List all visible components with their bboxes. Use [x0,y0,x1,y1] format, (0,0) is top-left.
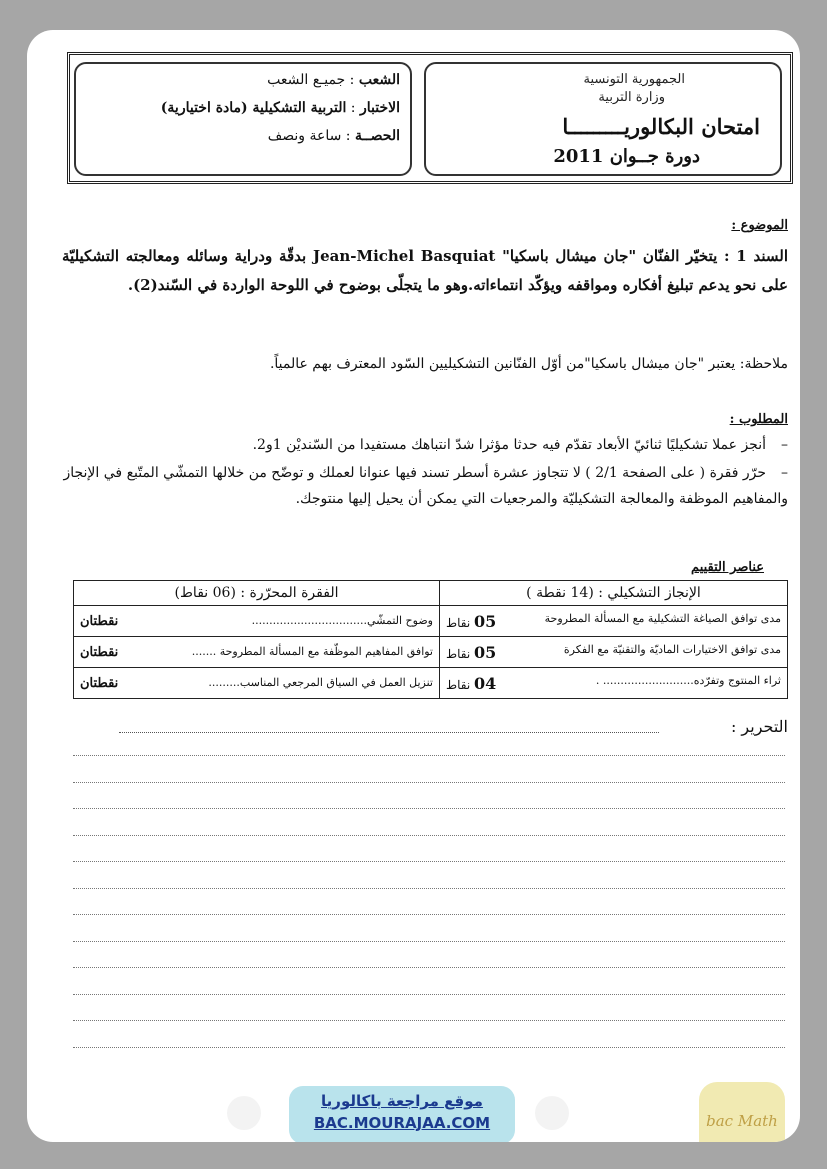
criterion-cell [74,606,440,637]
topic-heading: الموضوع : [731,218,788,233]
criterion-cell [440,637,788,668]
criterion-text: وضوح التمشّي................................. [251,613,433,627]
criterion-cell [74,637,440,668]
criterion-points: نقطتان [80,675,119,691]
subject-value: التربية التشكيلية (مادة اختيارية) [160,100,347,116]
branch-label: الشعب [358,72,400,88]
evaluation-col-paragraph: الفقرة المحرّرة : (06 نقاط) [74,581,440,606]
points-number: 05 [474,642,497,662]
bac-math-badge-text: bac Math [706,1112,778,1130]
evaluation-header-row [74,581,788,606]
site-name[interactable]: موقع مراجعة باكالوريا [321,1092,483,1110]
duration-label: الحصــة [354,128,400,144]
task-1-dash: – [781,437,788,453]
bac-math-badge [699,1082,785,1142]
criterion-cell [440,606,788,637]
duration-value: ساعة ونصف [267,128,342,144]
evaluation-table [73,580,788,699]
task-2-dash: – [781,465,788,481]
task-2 [62,460,788,512]
criterion-points: نقطتان [80,644,119,660]
points-number: 04 [474,673,497,693]
writing-line [73,967,785,968]
task-2-text: حرّر فقرة ( على الصفحة 2/1 ) لا تتجاوز عشرة أسطر تسند فيها عنوانا لعملك و توضّح من خلالها التمشّي المتّبع في الإنجاز والمفاهيم الموظفة والمعالجة التشكيليّة والمرجعيات التي يمكن أن يحيل إليها منتوجك. [63,465,788,507]
topic-paragraph [62,242,788,300]
criterion-text: مدى توافق الصياغة التشكيلية مع المسألة المطروحة [544,611,781,625]
header-exam-box [424,62,782,176]
topic-note: ملاحظة: يعتبر "جان ميشال باسكيا"من أوّل الفنّانين التشكيليين السّود المعترف بهم عالمياً. [269,356,788,372]
writing-line [73,861,785,862]
writing-line [73,808,785,809]
table-row [74,668,788,699]
republic-label: الجمهورية التونسية [583,72,685,87]
branch-row: الشعب : جميـع الشعب [267,72,400,88]
criterion-points [446,674,496,693]
criterion-points: نقطتان [80,613,119,629]
writing-label: التحرير : [730,717,788,736]
writing-line [73,888,785,889]
site-banner[interactable] [289,1086,515,1142]
writing-line [73,994,785,995]
logo-icon [535,1096,569,1130]
topic-para-rest: بدقّة ودراية وسائله ومعالجته التشكيليّة على نحو يدعم تبليغ أفكاره ومواقفه ويؤكّد انتماءاته.وهو ما يتجلّى بوضوح في اللوحة الواردة في السّند(2). [62,247,788,294]
exam-page [27,30,800,1142]
criterion-points [446,612,496,631]
duration-row: الحصــة : ساعة ونصف [267,128,400,144]
branch-value: جميـع الشعب [267,72,346,88]
logo-icon [227,1096,261,1130]
points-number: 05 [474,611,497,631]
header-subject-box [74,62,412,176]
task-1 [62,432,788,458]
writing-line [73,941,785,942]
topic-para-prefix: السند 1 : يتخيّر الفنّان "جان ميشال باسكيا" [495,247,788,265]
points-unit: نقاط [446,615,471,630]
evaluation-heading: عناصر التقييم [691,560,764,575]
session-label: دورة جــوان 2011 [553,146,700,167]
task-1-text: أنجز عملا تشكيليًا ثنائيّ الأبعاد تقدّم فيه حدثا مؤثرا شدّ انتباهك مستفيدا من السّنديْن 1و2. [252,437,766,453]
writing-line [73,755,785,756]
writing-label-dots [119,732,659,733]
writing-line [73,835,785,836]
subject-row: الاختبار : التربية التشكيلية (مادة اختيارية) [160,100,400,116]
criterion-text: توافق المفاهيم الموظّفة مع المسألة المطروحة ....... [191,644,433,658]
writing-line [73,1020,785,1021]
criterion-points [446,643,496,662]
evaluation-col-artwork: الإنجاز التشكيلي : (14 نقطة ) [440,581,788,606]
criterion-text: تنزيل العمل في السياق المرجعي المناسب......... [208,675,433,689]
artist-latin-name: Jean-Michel Basquiat [312,247,496,265]
table-row [74,637,788,668]
exam-title: امتحان البكالوريـــــــــا [562,114,760,139]
ministry-label: وزارة التربية [598,90,665,105]
subject-label: الاختبار [359,100,400,116]
required-heading: المطلوب : [729,412,788,427]
criterion-cell [74,668,440,699]
criterion-text: مدى توافق الاختيارات الماديّة والتقنيّة مع الفكرة [563,642,781,656]
criterion-text: ثراء المنتوج وتفرّده.......................... . [595,673,781,687]
writing-line [73,782,785,783]
site-url[interactable]: BAC.MOURAJAA.COM [313,1114,491,1132]
writing-line [73,914,785,915]
points-unit: نقاط [446,677,471,692]
table-row [74,606,788,637]
criterion-cell [440,668,788,699]
writing-line [73,1047,785,1048]
points-unit: نقاط [446,646,471,661]
